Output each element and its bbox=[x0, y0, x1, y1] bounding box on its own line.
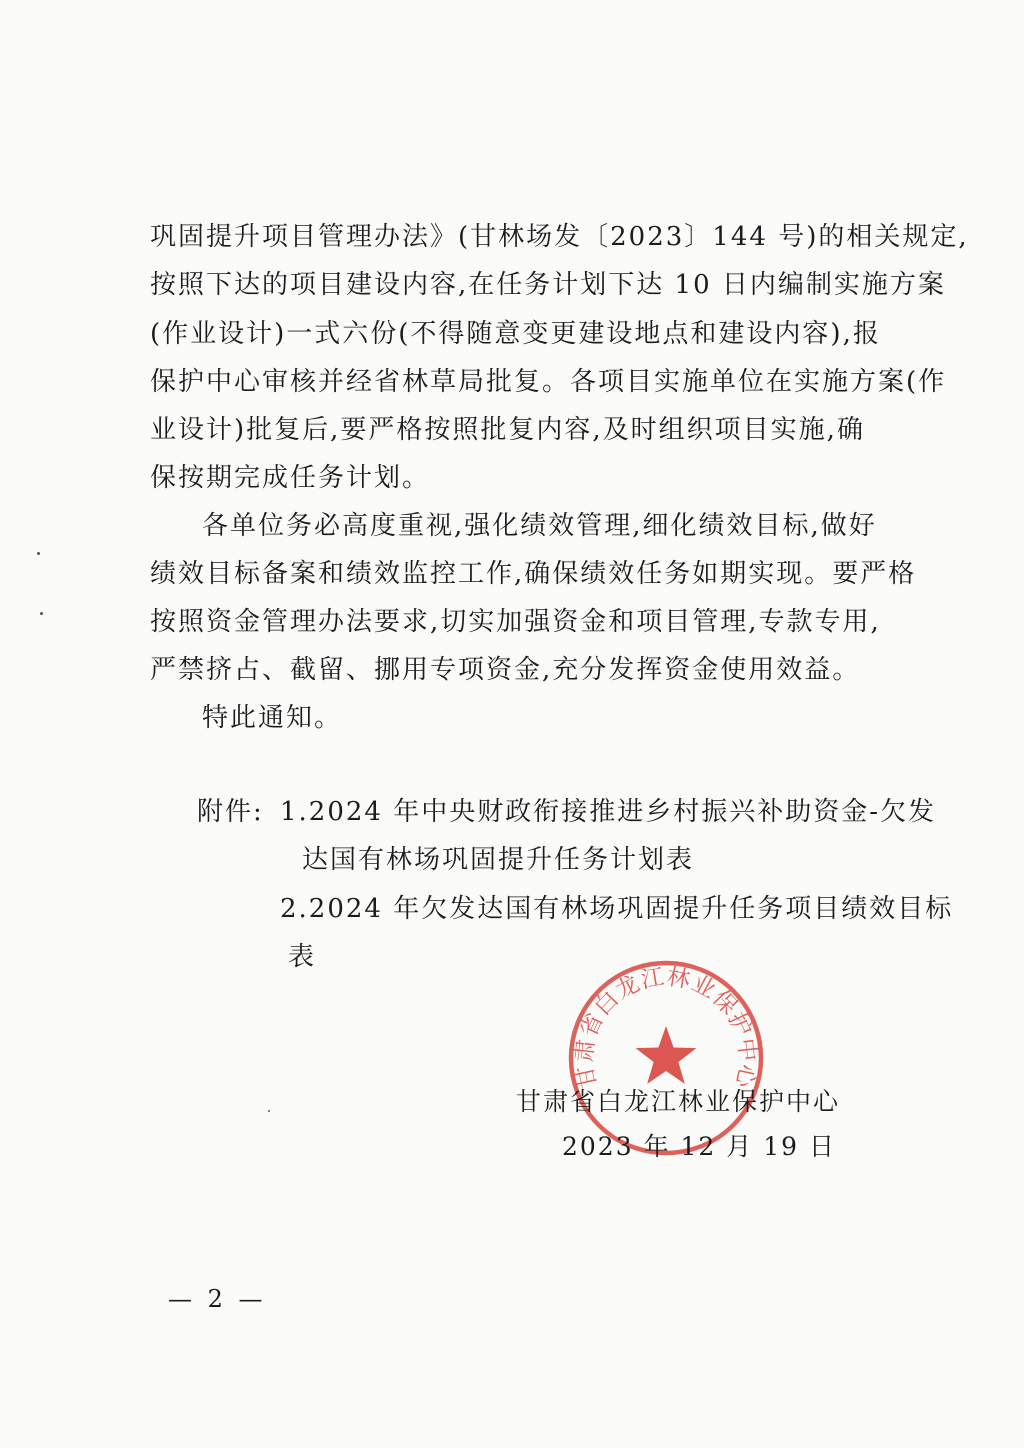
body-line-7: 各单位务必高度重视,强化绩效管理,细化绩效目标,做好 bbox=[202, 511, 877, 541]
scan-speck bbox=[268, 1110, 270, 1112]
body-line-10: 严禁挤占、截留、挪用专项资金,充分发挥资金使用效益。 bbox=[150, 655, 861, 685]
issuing-organization: 甘肃省白龙江林业保护中心 bbox=[516, 1087, 841, 1116]
body-line-5: 业设计)批复后,要严格按照批复内容,及时组织项目实施,确 bbox=[150, 415, 865, 445]
official-seal-icon bbox=[566, 958, 766, 1158]
closing-line: 特此通知。 bbox=[202, 703, 343, 733]
body-line-3: (作业设计)一式六份(不得随意变更建设地点和建设内容),报 bbox=[150, 319, 881, 349]
attachment-2-line-2: 表 bbox=[288, 942, 317, 972]
scan-speck bbox=[40, 612, 43, 615]
body-line-8: 绩效目标备案和绩效监控工作,确保绩效任务如期实现。要严格 bbox=[150, 559, 917, 589]
page-number: — 2 — bbox=[168, 1285, 267, 1313]
body-line-1: 巩固提升项目管理办法》(甘林场发〔2023〕144 号)的相关规定, bbox=[150, 222, 969, 252]
body-line-6: 保按期完成任务计划。 bbox=[150, 463, 431, 493]
issue-date: 2023 年 12 月 19 日 bbox=[562, 1132, 836, 1161]
body-line-4: 保护中心审核并经省林草局批复。各项目实施单位在实施方案(作 bbox=[150, 367, 947, 397]
body-line-9: 按照资金管理办法要求,切实加强资金和项目管理,专款专用, bbox=[150, 607, 881, 637]
seal-text: 甘肃省白龙江林业保护中心 bbox=[571, 964, 761, 1091]
body-line-2: 按照下达的项目建设内容,在任务计划下达 10 日内编制实施方案 bbox=[150, 270, 946, 300]
scan-speck bbox=[37, 552, 40, 555]
attachment-label: 附件: bbox=[197, 797, 264, 827]
attachment-1-line-1: 1.2024 年中央财政衔接推进乡村振兴补助资金-欠发 bbox=[280, 797, 937, 827]
attachment-1-line-2: 达国有林场巩固提升任务计划表 bbox=[302, 845, 695, 875]
attachment-2-line-1: 2.2024 年欠发达国有林场巩固提升任务项目绩效目标 bbox=[280, 894, 954, 924]
